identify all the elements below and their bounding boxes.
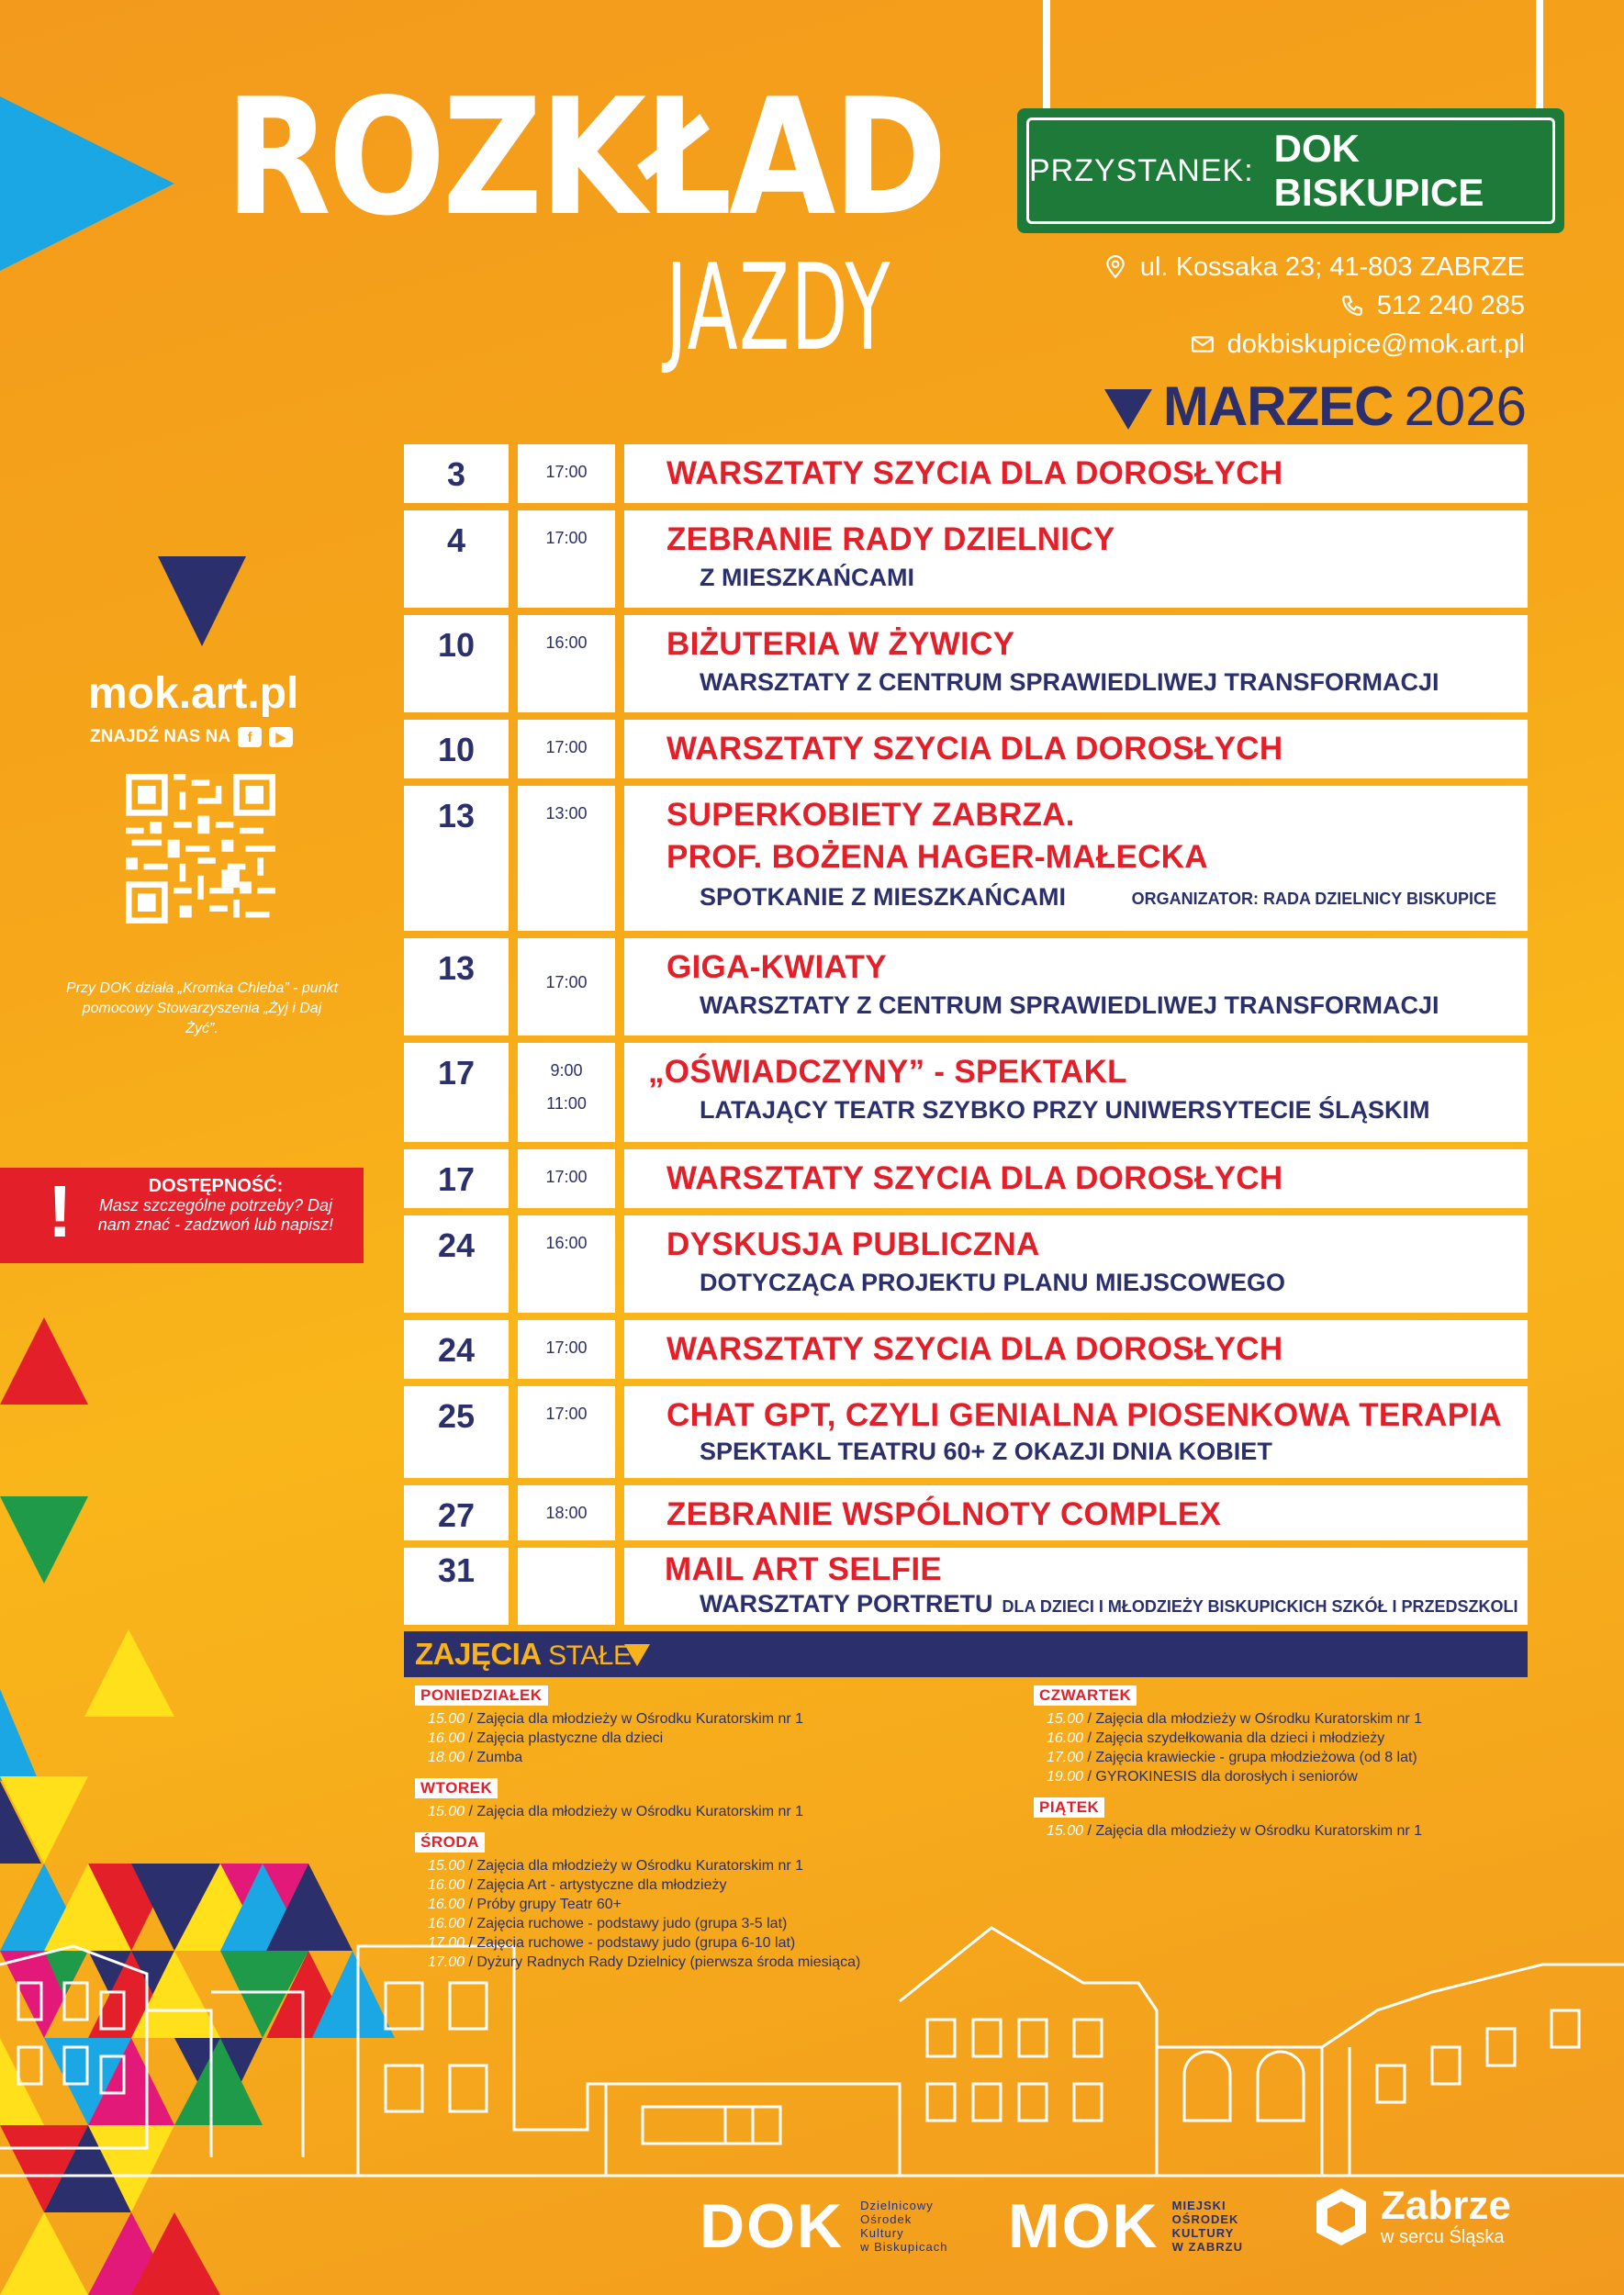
event-day: 17 [437, 1160, 476, 1198]
event-row [404, 938, 1528, 1036]
sign-pole-right [1536, 0, 1543, 115]
phone-row[interactable] [1103, 286, 1525, 325]
sign-pole-left [1043, 0, 1050, 115]
stop-label: PRZYSTANEK: [1029, 152, 1254, 188]
event-row [404, 1043, 1528, 1142]
class-item: 15.00 / Zajęcia dla młodzieży w Ośrodku Kuratorskim nr 1 [1047, 1711, 1423, 1727]
event-audience-note: DLA DZIECI I MŁODZIEŻY BISKUPICKICH SZKÓŁ I PRZEDSZKOLI [1002, 1597, 1518, 1616]
event-day: 31 [437, 1551, 476, 1589]
dok-logo-mark: DOK [700, 2191, 845, 2261]
event-day: 10 [437, 731, 476, 768]
event-title-line2: PROF. BOŻENA HAGER-MAŁECKA [666, 839, 1208, 875]
class-item: 17.00 / Zajęcia krawieckie - grupa młodzieżowa (od 8 lat) [1047, 1750, 1417, 1765]
phone-text: 512 240 285 [1376, 291, 1525, 320]
zabrze-name: Zabrze [1381, 2183, 1511, 2228]
event-time: 18:00 [545, 1504, 588, 1522]
event-day: 13 [437, 949, 476, 987]
event-title: WARSZTATY SZYCIA DLA DOROSŁYCH [666, 1160, 1283, 1196]
accessibility-title: DOSTĘPNOŚĆ: [148, 1176, 284, 1196]
zabrze-logo [1309, 2185, 1511, 2249]
event-subtitle [700, 1590, 1518, 1618]
event-day: 17 [437, 1054, 476, 1092]
event-title: DYSKUSJA PUBLICZNA [666, 1226, 1040, 1262]
weekday-group [415, 1685, 860, 1767]
regular-classes-left [415, 1685, 860, 1983]
event-title: WARSZTATY SZYCIA DLA DOROSŁYCH [666, 731, 1283, 767]
event-day: 4 [446, 521, 466, 559]
event-title: CHAT GPT, CZYLI GENIALNA PIOSENKOWA TERAPIA [666, 1397, 1502, 1433]
website-link[interactable]: mok.art.pl [88, 669, 299, 718]
youtube-icon[interactable]: ▶ [269, 727, 293, 747]
mok-logo: MOK MIEJSKI OŚRODEK KULTURY W ZABRZU [1008, 2191, 1243, 2261]
event-subtitle: SPOTKANIE Z MIESZKAŃCAMI [700, 883, 1067, 911]
event-title: WARSZTATY SZYCIA DLA DOROSŁYCH [666, 1331, 1283, 1367]
bus-stop-sign [1017, 108, 1564, 233]
event-day: 27 [437, 1496, 476, 1534]
class-item: 16.00 / Próby grupy Teatr 60+ [428, 1897, 622, 1912]
event-time: 13:00 [545, 804, 588, 823]
month-year: 2026 [1404, 375, 1527, 437]
event-row [404, 1320, 1528, 1379]
weekday-group [1034, 1797, 1422, 1841]
event-row [404, 444, 1528, 503]
event-row [404, 786, 1528, 931]
regular-classes-header [404, 1631, 1528, 1677]
event-day: 25 [437, 1397, 476, 1435]
weekday-label: PIĄTEK [1034, 1797, 1104, 1818]
weekday-group [1034, 1685, 1422, 1786]
address-text: ul. Kossaka 23; 41-803 ZABRZE [1139, 252, 1525, 282]
event-time: 17:00 [545, 738, 588, 756]
event-title: „OŚWIADCZYNY” - SPEKTAKL [648, 1054, 1127, 1090]
month-name: MARZEC [1162, 375, 1394, 437]
page-title: ROZKŁAD [225, 65, 945, 252]
contact-info [1103, 248, 1525, 364]
event-row [404, 1548, 1528, 1625]
map-pin-icon [1103, 255, 1127, 279]
dok-logo: DOK Dzielnicowy Ośrodek Kultury w Biskupicach [700, 2191, 948, 2261]
accessibility-box [0, 1168, 364, 1263]
find-us-label: ZNAJDŹ NAS NA [90, 727, 231, 746]
email-row[interactable] [1103, 325, 1525, 364]
regular-title-thin: STAŁE [548, 1640, 632, 1671]
class-item: 16.00 / Zajęcia ruchowe - podstawy judo (grupa 3-5 lat) [428, 1916, 788, 1931]
event-subtitle: SPEKTAKL TEATRU 60+ Z OKAZJI DNIA KOBIET [700, 1438, 1272, 1465]
class-item: 15.00 / Zajęcia dla młodzieży w Ośrodku Kuratorskim nr 1 [428, 1858, 804, 1874]
zabrze-tagline: w sercu Śląska [1381, 2227, 1505, 2247]
weekday-label: CZWARTEK [1034, 1685, 1137, 1706]
event-day: 24 [437, 1226, 476, 1264]
cyan-triangle-decoration [0, 96, 174, 271]
weekday-label: ŚRODA [415, 1832, 485, 1853]
event-time: 17:00 [545, 529, 588, 547]
event-title: BIŻUTERIA W ŻYWICY [666, 626, 1015, 662]
event-subtitle: Z MIESZKAŃCAMI [700, 564, 914, 591]
event-subtitle: DOTYCZĄCA PROJEKTU PLANU MIEJSCOWEGO [700, 1269, 1286, 1296]
event-subtitle: WARSZTATY Z CENTRUM SPRAWIEDLIWEJ TRANSFORMACJI [700, 991, 1439, 1019]
event-row [404, 510, 1528, 608]
event-day: 10 [437, 626, 476, 664]
event-title: SUPERKOBIETY ZABRZA. [666, 797, 1075, 833]
class-item: 18.00 / Zumba [428, 1750, 523, 1765]
phone-icon [1340, 294, 1364, 318]
event-time: 17:00 [545, 1338, 588, 1357]
event-time: 11:00 [546, 1094, 587, 1113]
class-item: 16.00 / Zajęcia plastyczne dla dzieci [428, 1730, 664, 1746]
class-item: 19.00 / GYROKINESIS dla dorosłych i seniorów [1047, 1769, 1358, 1785]
stop-name: DOK BISKUPICE [1273, 127, 1484, 214]
email-text: dokbiskupice@mok.art.pl [1226, 330, 1525, 359]
class-item: 16.00 / Zajęcia szydełkowania dla dzieci i młodzieży [1047, 1730, 1385, 1746]
navy-triangle-decoration [158, 556, 246, 646]
class-item: 15.00 / Zajęcia dla młodzieży w Ośrodku Kuratorskim nr 1 [1047, 1823, 1423, 1839]
event-time: 17:00 [545, 1168, 588, 1186]
event-title: WARSZTATY SZYCIA DLA DOROSŁYCH [666, 455, 1283, 491]
event-time: 17:00 [545, 973, 588, 991]
zabrze-emblem-icon [1309, 2185, 1373, 2249]
event-day: 24 [437, 1331, 476, 1369]
event-time: 16:00 [545, 633, 588, 652]
kromka-chleba-note: Przy DOK działa „Kromka Chleba” - punkt pomocowy Stowarzyszenia „Żyj i Daj Żyć”. [65, 980, 339, 1036]
event-day: 3 [446, 455, 466, 493]
envelope-icon [1191, 332, 1215, 356]
regular-classes-right [1034, 1685, 1422, 1852]
event-row [404, 1149, 1528, 1208]
event-day: 13 [437, 797, 476, 834]
event-subtitle: LATAJĄCY TEATR SZYBKO PRZY UNIWERSYTECIE ŚLĄSKIM [700, 1096, 1430, 1124]
event-row [404, 1485, 1528, 1540]
month-heading [1104, 375, 1527, 438]
page-subtitle: JAZDY [666, 238, 891, 377]
event-title: ZEBRANIE WSPÓLNOTY COMPLEX [666, 1496, 1222, 1532]
event-title: ZEBRANIE RADY DZIELNICY [666, 521, 1115, 557]
mok-logo-mark: MOK [1008, 2191, 1159, 2261]
event-title: GIGA-KWIATY [666, 949, 887, 985]
event-row [404, 1215, 1528, 1313]
event-organizer-note: ORGANIZATOR: RADA DZIELNICY BISKUPICE [1131, 890, 1496, 908]
down-arrow-icon [1104, 389, 1152, 430]
class-item: 15.00 / Zajęcia dla młodzieży w Ośrodku Kuratorskim nr 1 [428, 1711, 804, 1727]
find-us [90, 727, 293, 747]
regular-title-bold: ZAJĘCIA [415, 1637, 541, 1671]
accessibility-text: Masz szczególne potrzeby? Daj nam znać - zadzwoń lub napisz! [97, 1196, 334, 1234]
class-item: 17.00 / Dyżury Radnych Rady Dzielnicy (pierwsza środa miesiąca) [428, 1954, 861, 1970]
event-title: MAIL ART SELFIE [665, 1551, 942, 1587]
weekday-group [415, 1778, 860, 1821]
event-row [404, 720, 1528, 778]
exclamation-icon: ! [48, 1170, 73, 1252]
facebook-icon[interactable]: f [238, 727, 262, 747]
class-item: 15.00 / Zajęcia dla młodzieży w Ośrodku Kuratorskim nr 1 [428, 1804, 804, 1819]
event-row [404, 1386, 1528, 1478]
event-time: 9:00 [550, 1061, 583, 1080]
event-time: 17:00 [545, 463, 588, 481]
qr-code-icon[interactable] [126, 774, 275, 924]
event-time: 16:00 [545, 1234, 588, 1252]
class-item: 17.00 / Zajęcia ruchowe - podstawy judo (grupa 6-10 lat) [428, 1935, 796, 1951]
class-item: 16.00 / Zajęcia Art - artystyczne dla młodzieży [428, 1877, 727, 1893]
event-row [404, 615, 1528, 712]
weekday-group [415, 1832, 860, 1972]
weekday-label: WTOREK [415, 1778, 498, 1798]
event-subtitle: WARSZTATY Z CENTRUM SPRAWIEDLIWEJ TRANSFORMACJI [700, 668, 1439, 696]
event-subtitle-text: WARSZTATY PORTRETU [700, 1590, 993, 1618]
down-arrow-icon [624, 1644, 650, 1666]
weekday-label: PONIEDZIAŁEK [415, 1685, 548, 1706]
event-time: 17:00 [545, 1405, 588, 1423]
address-row [1103, 248, 1525, 286]
